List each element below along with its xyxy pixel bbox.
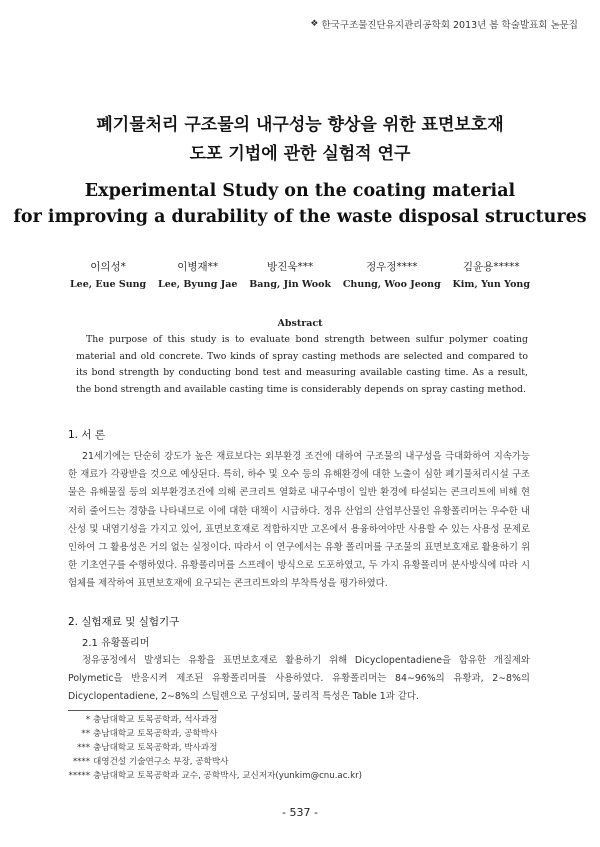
author-name-ko: 이의성* (90, 261, 126, 273)
footnote-text: 충남대학교 토목공학과, 석사과정 (93, 715, 218, 725)
footnote (60, 713, 362, 727)
footnote-mark: *** (77, 743, 90, 753)
footnote-text: 충남대학교 토목공학과, 박사과정 (93, 743, 218, 753)
abstract-heading: Abstract (277, 318, 323, 329)
section-2-heading: 2. 실험재료 및 실험기구 (68, 616, 180, 628)
author-name-ko: 이병재** (177, 261, 219, 273)
diamond-bullet-icon: ❖ (310, 19, 319, 29)
english-title-line-1: Experimental Study on the coating material (84, 181, 516, 201)
footnote-text: 충남대학교 토목공학과 교수, 공학박사, 교신저자(yunkim@cnu.ac.kr) (93, 771, 363, 781)
abstract-text: The purpose of this study is to evaluate bond strength between sulfur polymer coating material and old concrete. Two kinds of spray casting methods are selected and compared to its bond strength by conducting bond test and measuring available casting time. As a result, the bond strength and available casting time is considerably depends on spray casting method. (76, 334, 528, 395)
author (453, 258, 530, 294)
author-name-en: Bang, Jin Wook (249, 279, 332, 290)
author-name-en: Lee, Eue Sung (70, 279, 147, 290)
footnote (60, 741, 362, 755)
footnote-mark: **** (72, 757, 90, 767)
author (70, 258, 146, 294)
korean-title-line-2: 도포 기법에 관한 실험적 연구 (189, 144, 411, 164)
conference-header (310, 17, 578, 31)
conference-name: 한국구조물진단유지관리공학회 2013년 봄 학술발표회 논문집 (321, 20, 578, 31)
page-number: - 537 - (282, 806, 318, 819)
author-list (70, 258, 530, 294)
author-name-en: Chung, Woo Jeong (342, 279, 441, 290)
footnote (60, 769, 362, 783)
footnote (60, 755, 362, 769)
english-title-line-2: for improving a durability of the waste disposal structures (13, 207, 587, 227)
author-name-en: Lee, Byung Jae (158, 279, 238, 290)
subsection-2-1-heading: 2.1 유황폴리머 (82, 638, 150, 649)
author (158, 258, 237, 294)
author-name-ko: 방진욱*** (267, 261, 314, 273)
footnote-text: 대영건설 기술연구소 부장, 공학박사 (93, 757, 229, 767)
author-name-ko: 정우정**** (366, 261, 418, 273)
author (249, 258, 331, 294)
footnote-divider (68, 710, 218, 711)
subsection-2-1-body: 정유공정에서 발생되는 유황을 표면보호재로 활용하기 위해 Dicyclopentadiene을 함유한 개질제와 Polymetic을 반응시켜 제조된 유황폴리머를 사용하였다. 유황폴리머는 84∼96%의 유황과, 2∼8%의 Dicyclopentadiene, 2∼8%의 스틸렌으로 구성되며, 물리적 특성은 Table 1과 같다. (68, 655, 530, 703)
footnote-text: 충남대학교 토목공학과, 공학박사 (93, 729, 218, 739)
korean-title-line-1: 폐기물처리 구조물의 내구성능 향상을 위한 표면보호재 (96, 115, 504, 135)
affiliation-footnotes (60, 713, 362, 783)
footnote-mark: ** (81, 729, 90, 739)
footnote-mark: ***** (68, 771, 90, 781)
footnote-mark: * (85, 715, 90, 725)
section-1-body: 21세기에는 단순히 강도가 높은 재료보다는 외부환경 조건에 대하여 구조물의 내구성을 극대화하여 지속가능한 재료가 각광받을 것으로 예상된다. 특히, 하수 및 오수 등의 유해환경에 대한 노출이 심한 폐기물처리시설 구조물은 유해물질 등의 외부환경조건에 의해 콘크리트 열화로 내구수명이 일반 환경에 타설되는 콘크리트에 비해 현저히 줄어드는 경향을 나타내므로 이에 대한 대책이 시급하다. 정유 산업의 산업부산물인 유황폴리머는 우수한 내산성 및 내염기성을 가지고 있어, 표면보호재로 적합하지만 고온에서 용융하여야만 사용할 수 있는 사용성 문제로 인하여 그 활용성은 거의 없는 실정이다. 따라서 이 연구에서는 유황 폴리머를 구조물의 표면보호재로 활용하기 위한 기초연구를 수행하였다. 유황폴리머를 스프레이 방식으로 도포하였고, 두 가지 유황폴리머 분사방식에 따라 시험체를 제작하여 표면보호재에 요구되는 콘크리트와의 부착특성을 평가하였다. (68, 451, 530, 590)
author-name-en: Kim, Yun Yong (452, 279, 530, 290)
section-1-heading: 1. 서 론 (68, 429, 105, 441)
author (343, 258, 441, 294)
author-name-ko: 김윤용***** (462, 261, 520, 273)
footnote (60, 727, 362, 741)
